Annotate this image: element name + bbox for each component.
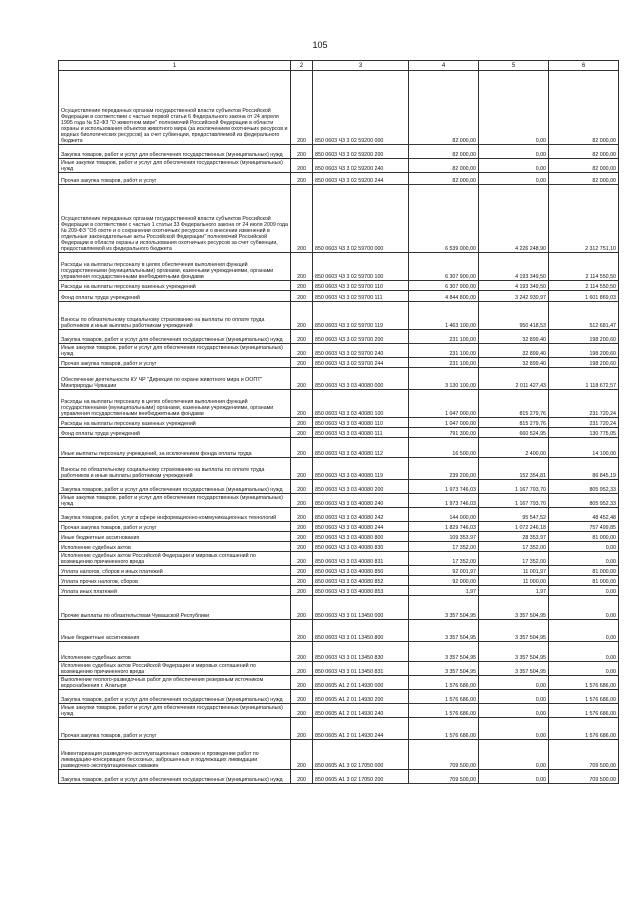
row-unexecuted-amount: 805 952,33 [549,494,619,508]
row-approved-amount: 1 576 686,00 [409,676,479,690]
row-executed-amount: 152 354,81 [479,458,549,480]
row-executed-amount: 0,00 [479,718,549,740]
row-unexecuted-amount: 48 452,48 [549,508,619,522]
row-description: Иные бюджетные ассигнования [59,532,291,542]
row-description: Осуществление переданных органам государственной власти субъектов Российской Федерации в соответствии с частью первой статьи 6 Федерального закона от 24 апреля 1995 года № 52-ФЗ "О животном мире" полномочий Российской Федерации в области охраны и использования объектов животного мира (за исключением охотничьих ресурсов и водных биологических ресурсов) за счет субвенции, предоставляемой из федерального бюджета [59,71,291,145]
row-executed-amount: 815 279,76 [479,390,549,418]
table-row [59,330,619,344]
table-row [59,690,619,704]
row-unexecuted-amount: 0,00 [549,620,619,642]
row-classification-code: 850 0605 А1 2 01 14930 240 [313,704,409,718]
row-admin-code: 200 [291,508,313,522]
row-classification-code: 850 0603 Ч3 3 01 13450 800 [313,620,409,642]
table-row [59,185,619,253]
row-unexecuted-amount: 1 576 686,00 [549,718,619,740]
row-description: Иные выплаты персоналу учреждений, за исключением фонда оплаты труда [59,438,291,458]
table-row [59,642,619,662]
row-classification-code: 850 0603 Ч3 3 03 40080 100 [313,390,409,418]
row-executed-amount: 0,00 [479,690,549,704]
row-executed-amount: 3 357 504,95 [479,662,549,676]
row-approved-amount: 3 130 100,00 [409,368,479,390]
row-executed-amount: 3 357 504,95 [479,642,549,662]
row-admin-code: 200 [291,494,313,508]
row-unexecuted-amount: 82 000,00 [549,71,619,145]
row-classification-code: 850 0603 Ч3 3 01 13450 831 [313,662,409,676]
row-unexecuted-amount: 1 576 686,00 [549,704,619,718]
table-row [59,532,619,542]
row-approved-amount: 82 000,00 [409,71,479,145]
table-row [59,438,619,458]
row-executed-amount: 3 357 504,95 [479,620,549,642]
row-description: Закупка товаров, работ и услуг для обеспечения государственных (муниципальных) нужд [59,770,291,784]
row-classification-code: 850 0603 Ч3 3 03 40080 244 [313,522,409,532]
row-approved-amount: 231 100,00 [409,330,479,344]
row-unexecuted-amount: 2 114 550,50 [549,253,619,281]
row-executed-amount: 3 242 930,97 [479,291,549,302]
row-unexecuted-amount: 86 845,19 [549,458,619,480]
row-executed-amount: 17 352,00 [479,552,549,566]
row-unexecuted-amount: 512 681,47 [549,302,619,330]
row-approved-amount: 1 047 000,00 [409,390,479,418]
row-unexecuted-amount: 231 720,24 [549,390,619,418]
table-row [59,586,619,596]
row-unexecuted-amount: 0,00 [549,586,619,596]
row-approved-amount: 92 000,00 [409,576,479,586]
row-admin-code: 200 [291,552,313,566]
row-unexecuted-amount: 198 200,60 [549,358,619,368]
row-description: Фонд оплаты труда учреждений [59,291,291,302]
row-description: Закупка товаров, работ и услуг для обеспечения государственных (муниципальных) нужд [59,145,291,159]
table-row [59,390,619,418]
row-unexecuted-amount: 0,00 [549,542,619,552]
row-classification-code: 850 0605 А1 2 01 14930 244 [313,718,409,740]
table-row [59,159,619,173]
row-admin-code: 200 [291,704,313,718]
row-classification-code: 850 0605 А1 2 01 14930 200 [313,690,409,704]
row-description: Выполнение геолого-разведочных работ для обеспечения резервным источником водоснабжения г. Алатыря [59,676,291,690]
row-unexecuted-amount: 82 000,00 [549,159,619,173]
row-classification-code: 850 0603 Ч3 3 02 59700 240 [313,344,409,358]
row-classification-code: 850 0603 Ч3 3 03 40080 000 [313,368,409,390]
row-approved-amount: 1 973 746,03 [409,480,479,494]
row-classification-code: 850 0605 А1 3 02 17050 200 [313,770,409,784]
row-approved-amount: 92 001,97 [409,566,479,576]
row-admin-code: 200 [291,576,313,586]
row-admin-code: 200 [291,542,313,552]
row-classification-code: 850 0603 Ч3 3 02 59700 244 [313,358,409,368]
row-executed-amount: 32 899,40 [479,330,549,344]
row-description: Расходы на выплаты персоналу казенных учреждений [59,281,291,291]
row-approved-amount: 1 463 100,00 [409,302,479,330]
row-executed-amount: 0,00 [479,159,549,173]
table-row [59,480,619,494]
row-unexecuted-amount: 0,00 [549,662,619,676]
row-approved-amount: 16 500,00 [409,438,479,458]
row-unexecuted-amount: 757 499,85 [549,522,619,532]
row-executed-amount: 11 000,00 [479,576,549,586]
row-description: Иные бюджетные ассигнования [59,620,291,642]
header-cell: 3 [313,61,409,71]
row-classification-code: 850 0603 Ч3 3 03 40080 853 [313,586,409,596]
header-cell: 4 [409,61,479,71]
row-classification-code: 850 0603 Ч3 3 03 40080 850 [313,566,409,576]
row-approved-amount: 1 973 746,03 [409,494,479,508]
row-executed-amount: 32 899,40 [479,358,549,368]
row-approved-amount: 231 100,00 [409,358,479,368]
row-description: Расходы на выплаты персоналу казенных учреждений [59,418,291,428]
row-admin-code: 200 [291,330,313,344]
row-executed-amount: 660 524,95 [479,428,549,438]
row-description: Фонд оплаты труда учреждений [59,428,291,438]
row-unexecuted-amount: 0,00 [549,642,619,662]
table-row [59,428,619,438]
row-executed-amount: 950 418,53 [479,302,549,330]
row-unexecuted-amount: 82 000,00 [549,145,619,159]
row-approved-amount: 4 844 800,00 [409,291,479,302]
row-description: Прочие выплаты по обязательствам Чувашской Республики [59,596,291,620]
table-row [59,368,619,390]
row-approved-amount: 144 000,00 [409,508,479,522]
header-cell: 6 [549,61,619,71]
table-row [59,522,619,532]
row-admin-code: 200 [291,718,313,740]
row-approved-amount: 1,97 [409,586,479,596]
table-row [59,596,619,620]
row-classification-code: 850 0603 Ч3 3 03 40080 110 [313,418,409,428]
row-classification-code: 850 0603 Ч3 3 03 40080 242 [313,508,409,522]
row-unexecuted-amount: 709 500,00 [549,770,619,784]
row-approved-amount: 1 829 746,03 [409,522,479,532]
row-classification-code: 850 0603 Ч3 3 02 59700 119 [313,302,409,330]
row-classification-code: 850 0603 Ч3 3 02 59200 240 [313,159,409,173]
row-admin-code: 200 [291,586,313,596]
row-executed-amount: 0,00 [479,676,549,690]
row-admin-code: 200 [291,390,313,418]
row-executed-amount: 2 400,00 [479,438,549,458]
row-executed-amount: 0,00 [479,145,549,159]
row-approved-amount: 6 307 900,00 [409,253,479,281]
row-approved-amount: 709 500,00 [409,740,479,770]
row-unexecuted-amount: 0,00 [549,596,619,620]
row-description: Исполнение судебных актов Российской Федерации и мировых соглашений по возмещению причиненного вреда [59,552,291,566]
row-approved-amount: 17 352,00 [409,542,479,552]
row-classification-code: 850 0603 Ч3 3 02 59700 111 [313,291,409,302]
row-approved-amount: 791 300,00 [409,428,479,438]
row-description: Иные закупки товаров, работ и услуг для обеспечения государственных (муниципальных) нужд [59,344,291,358]
row-admin-code: 200 [291,480,313,494]
row-classification-code: 850 0603 Ч3 3 03 40080 200 [313,480,409,494]
table-row [59,494,619,508]
row-unexecuted-amount: 1 118 672,57 [549,368,619,390]
row-executed-amount: 0,00 [479,770,549,784]
row-executed-amount: 1,97 [479,586,549,596]
row-admin-code: 200 [291,740,313,770]
row-unexecuted-amount: 2 114 550,50 [549,281,619,291]
row-unexecuted-amount: 81 000,00 [549,566,619,576]
row-admin-code: 200 [291,532,313,542]
row-description: Иные закупки товаров, работ и услуг для обеспечения государственных (муниципальных) нужд [59,704,291,718]
row-classification-code: 850 0603 Ч3 3 03 40080 830 [313,542,409,552]
row-description: Закупка товаров, работ, услуг в сфере информационно-коммуникационных технологий [59,508,291,522]
row-classification-code: 850 0603 Ч3 3 02 59200 000 [313,71,409,145]
row-unexecuted-amount: 1 576 686,00 [549,690,619,704]
row-admin-code: 200 [291,291,313,302]
row-admin-code: 200 [291,428,313,438]
row-approved-amount: 82 000,00 [409,145,479,159]
row-description: Закупка товаров, работ и услуг для обеспечения государственных (муниципальных) нужд [59,330,291,344]
row-executed-amount: 3 357 504,95 [479,596,549,620]
row-admin-code: 200 [291,253,313,281]
row-executed-amount: 17 352,00 [479,542,549,552]
row-classification-code: 850 0603 Ч3 3 02 59200 200 [313,145,409,159]
row-description: Иные закупки товаров, работ и услуг для обеспечения государственных (муниципальных) нужд [59,494,291,508]
row-classification-code: 850 0605 А1 2 01 14930 000 [313,676,409,690]
table-row [59,718,619,740]
row-unexecuted-amount: 198 200,60 [549,344,619,358]
budget-table [58,60,619,784]
row-approved-amount: 231 100,00 [409,344,479,358]
row-approved-amount: 6 307 900,00 [409,281,479,291]
row-approved-amount: 109 353,97 [409,532,479,542]
row-description: Уплата налогов, сборов и иных платежей [59,566,291,576]
row-approved-amount: 1 576 686,00 [409,690,479,704]
table-row [59,676,619,690]
row-description: Обеспечение деятельности КУ ЧР "Дирекция по охране животного мира и ООПТ" Минприроды Чувашии [59,368,291,390]
row-approved-amount: 1 576 686,00 [409,718,479,740]
row-approved-amount: 17 352,00 [409,552,479,566]
row-admin-code: 200 [291,418,313,428]
table-row [59,173,619,185]
row-admin-code: 200 [291,522,313,532]
row-executed-amount: 4 193 349,50 [479,253,549,281]
row-executed-amount: 11 001,97 [479,566,549,576]
row-admin-code: 200 [291,368,313,390]
row-approved-amount: 6 539 000,00 [409,185,479,253]
row-approved-amount: 3 357 504,95 [409,596,479,620]
row-executed-amount: 1 072 246,18 [479,522,549,532]
table-row [59,620,619,642]
row-admin-code: 200 [291,458,313,480]
row-classification-code: 850 0603 Ч3 3 03 40080 852 [313,576,409,586]
row-unexecuted-amount: 2 312 751,10 [549,185,619,253]
row-admin-code: 200 [291,438,313,458]
row-approved-amount: 3 357 504,95 [409,620,479,642]
table-row [59,662,619,676]
row-executed-amount: 1 167 793,70 [479,480,549,494]
row-description: Прочая закупка товаров, работ и услуг [59,522,291,532]
row-unexecuted-amount: 82 000,00 [549,173,619,185]
row-approved-amount: 1 576 686,00 [409,704,479,718]
row-admin-code: 200 [291,173,313,185]
row-description: Исполнение судебных актов [59,642,291,662]
row-approved-amount: 709 500,00 [409,770,479,784]
row-description: Уплата иных платежей [59,586,291,596]
row-admin-code: 200 [291,185,313,253]
row-admin-code: 200 [291,145,313,159]
row-admin-code: 200 [291,690,313,704]
table-row [59,291,619,302]
row-executed-amount: 2 011 427,43 [479,368,549,390]
row-unexecuted-amount: 709 500,00 [549,740,619,770]
row-admin-code: 200 [291,596,313,620]
header-cell: 1 [59,61,291,71]
row-executed-amount: 0,00 [479,740,549,770]
row-executed-amount: 4 226 248,90 [479,185,549,253]
row-admin-code: 200 [291,358,313,368]
table-row [59,508,619,522]
table-row [59,458,619,480]
row-classification-code: 850 0603 Ч3 3 03 40080 240 [313,494,409,508]
row-admin-code: 200 [291,159,313,173]
row-classification-code: 850 0603 Ч3 3 03 40080 119 [313,458,409,480]
row-classification-code: 850 0603 Ч3 3 02 59700 110 [313,281,409,291]
row-description: Иные закупки товаров, работ и услуг для обеспечения государственных (муниципальных) нужд [59,159,291,173]
row-description: Закупка товаров, работ и услуг для обеспечения государственных (муниципальных) нужд [59,480,291,494]
row-description: Уплата прочих налогов, сборов [59,576,291,586]
table-row [59,358,619,368]
table-row [59,542,619,552]
row-classification-code: 850 0603 Ч3 3 02 59200 244 [313,173,409,185]
row-classification-code: 850 0603 Ч3 3 02 59700 200 [313,330,409,344]
row-description: Исполнение судебных актов [59,542,291,552]
row-unexecuted-amount: 81 000,00 [549,532,619,542]
row-admin-code: 200 [291,676,313,690]
row-unexecuted-amount: 81 000,00 [549,576,619,586]
row-approved-amount: 239 200,00 [409,458,479,480]
row-admin-code: 200 [291,620,313,642]
row-unexecuted-amount: 14 100,00 [549,438,619,458]
row-admin-code: 200 [291,281,313,291]
row-classification-code: 850 0603 Ч3 3 03 40080 800 [313,532,409,542]
row-classification-code: 850 0603 Ч3 3 03 40080 112 [313,438,409,458]
row-description: Инвентаризация разведочно-эксплуатационных скважин и проведение работ по ликвидацию-консервацию бесхозных, заброшенных и подлежащих ликвидации разведочно-эксплуатационных скважин [59,740,291,770]
header-row [59,61,619,71]
row-unexecuted-amount: 1 576 686,00 [549,676,619,690]
row-description: Расходы на выплаты персоналу в целях обеспечения выполнения функций государственными (муниципальными) органами, казенными учреждениями, органами управления государственными внебюджетными фондами [59,390,291,418]
table-row [59,704,619,718]
row-executed-amount: 815 279,76 [479,418,549,428]
table-row [59,418,619,428]
row-admin-code: 200 [291,302,313,330]
header-cell: 2 [291,61,313,71]
row-unexecuted-amount: 0,00 [549,552,619,566]
row-admin-code: 200 [291,566,313,576]
row-admin-code: 200 [291,642,313,662]
row-executed-amount: 0,00 [479,173,549,185]
row-admin-code: 200 [291,662,313,676]
table-row [59,145,619,159]
row-admin-code: 200 [291,344,313,358]
row-unexecuted-amount: 198 200,60 [549,330,619,344]
table-row [59,576,619,586]
row-unexecuted-amount: 130 775,05 [549,428,619,438]
row-description: Исполнение судебных актов Российской Федерации и мировых соглашений по возмещению причиненного вреда [59,662,291,676]
row-executed-amount: 4 193 349,50 [479,281,549,291]
table-row [59,740,619,770]
row-description: Осуществление переданных органам государственной власти субъектов Российской Федерации в соответствии с частью 1 статьи 33 Федерального закона от 24 июля 2009 года № 209-ФЗ "Об охоте и о сохранении охотничьих ресурсов и о внесении изменений в отдельные законодательные акты Российской Федерации" полномочий Российской Федерации в области охраны и использования охотничьих ресурсов за счет субвенции, предоставляемой из федерального бюджета [59,185,291,253]
row-description: Расходы на выплаты персоналу в целях обеспечения выполнения функций государственными (муниципальными) органами, казенными учреждениями, органами управления государственными внебюджетными фондами [59,253,291,281]
row-approved-amount: 3 357 504,95 [409,642,479,662]
header-cell: 5 [479,61,549,71]
row-unexecuted-amount: 1 601 869,03 [549,291,619,302]
row-executed-amount: 1 167 793,70 [479,494,549,508]
row-description: Закупка товаров, работ и услуг для обеспечения государственных (муниципальных) нужд [59,690,291,704]
row-unexecuted-amount: 231 720,24 [549,418,619,428]
row-executed-amount: 0,00 [479,71,549,145]
row-approved-amount: 1 047 000,00 [409,418,479,428]
table-row [59,281,619,291]
table-row [59,302,619,330]
table-row [59,566,619,576]
row-description: Прочая закупка товаров, работ и услуг [59,718,291,740]
table-row [59,344,619,358]
row-executed-amount: 0,00 [479,704,549,718]
row-classification-code: 850 0603 Ч3 3 02 59700 100 [313,253,409,281]
row-unexecuted-amount: 805 952,33 [549,480,619,494]
row-classification-code: 850 0603 Ч3 3 03 40080 831 [313,552,409,566]
table-row [59,71,619,145]
page-number: 105 [312,40,328,50]
table-row [59,253,619,281]
row-description: Взносы по обязательному социальному страхованию на выплаты по оплате труда работников и иные выплаты работникам учреждений [59,458,291,480]
table-row [59,770,619,784]
row-executed-amount: 32 899,40 [479,344,549,358]
row-classification-code: 850 0603 Ч3 3 02 59700 000 [313,185,409,253]
row-approved-amount: 82 000,00 [409,159,479,173]
row-description: Взносы по обязательному социальному страхованию на выплаты по оплате труда работников и иные выплаты работникам учреждений [59,302,291,330]
row-admin-code: 200 [291,71,313,145]
row-description: Прочая закупка товаров, работ и услуг [59,358,291,368]
row-classification-code: 850 0605 А1 3 02 17050 000 [313,740,409,770]
row-classification-code: 850 0603 Ч3 3 01 13450 830 [313,642,409,662]
row-executed-amount: 28 353,97 [479,532,549,542]
table-row [59,552,619,566]
row-approved-amount: 82 000,00 [409,173,479,185]
row-classification-code: 850 0603 Ч3 3 03 40080 111 [313,428,409,438]
row-admin-code: 200 [291,770,313,784]
row-approved-amount: 3 357 504,95 [409,662,479,676]
row-description: Прочая закупка товаров, работ и услуг [59,173,291,185]
row-classification-code: 850 0603 Ч3 3 01 13450 000 [313,596,409,620]
row-executed-amount: 95 547,52 [479,508,549,522]
